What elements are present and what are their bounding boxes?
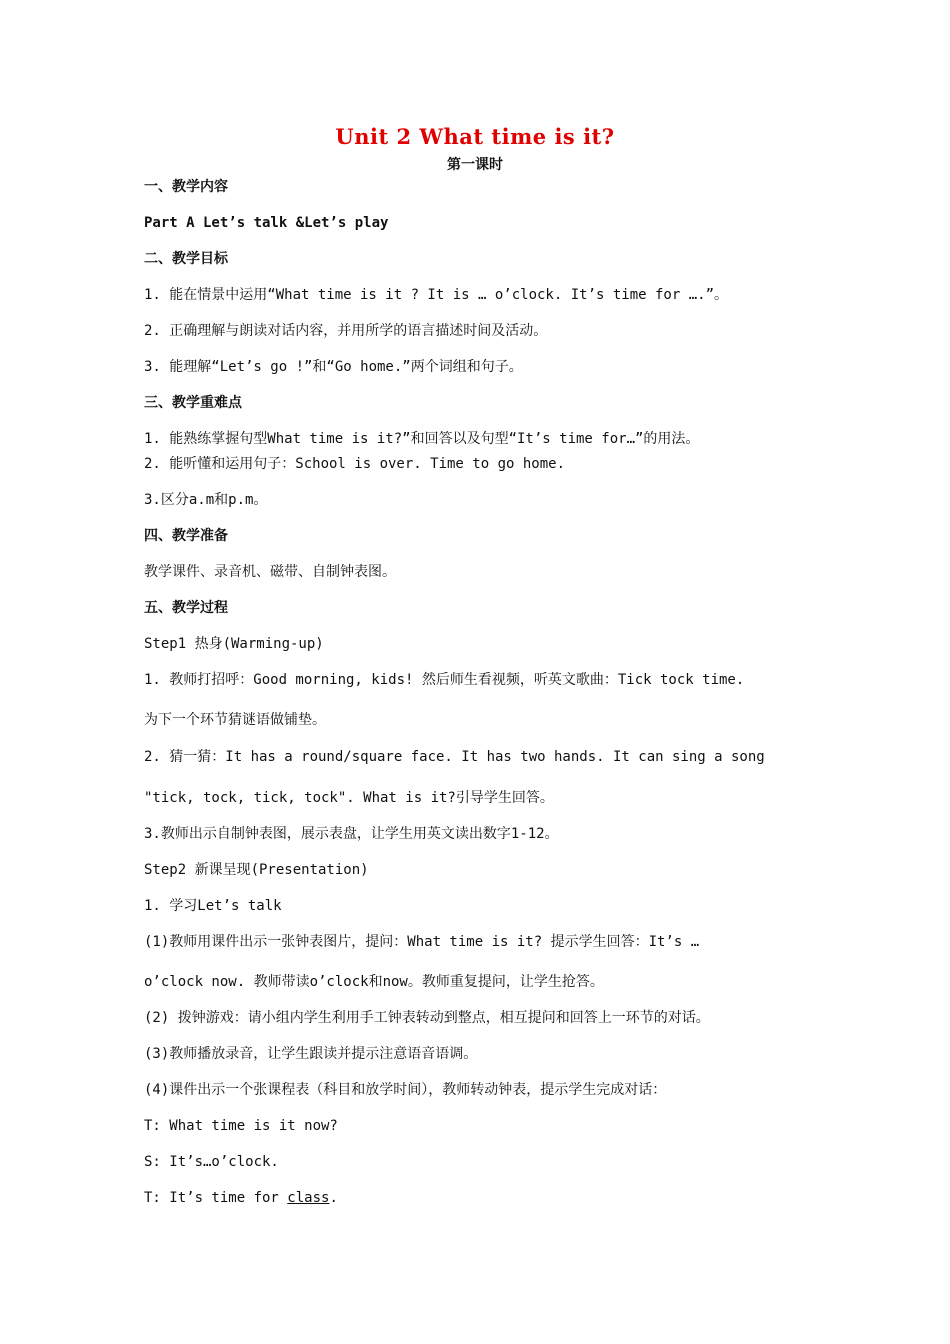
process-subitem: (3)教师播放录音，让学生跟读并提示注意语音语调。 bbox=[144, 1046, 478, 1062]
underlined-word: class bbox=[287, 1190, 330, 1206]
section-heading-content: 一、教学内容 bbox=[144, 179, 228, 195]
process-subitem: (1)教师用课件出示一张钟表图片，提问：What time is it? 提示学生回答：It’s … bbox=[144, 934, 700, 950]
process-item-continued: 为下一个环节猜谜语做铺垫。 bbox=[144, 712, 326, 728]
objective-item: 3. 能理解“Let’s go !”和“Go home.”两个词组和句子。 bbox=[144, 359, 523, 375]
lesson-subtitle: 第一课时 bbox=[447, 157, 503, 173]
dialogue-line-text: T: It’s time for bbox=[144, 1190, 288, 1206]
key-point-item: 1. 能熟练掌握句型What time is it?”和回答以及句型“It’s time for…”的用法。 bbox=[144, 431, 700, 447]
process-item-continued: "tick, tock, tick, tock". What is it?引导学生回答。 bbox=[144, 790, 554, 806]
process-subitem: (4)课件出示一个张课程表（科目和放学时间），教师转动钟表，提示学生完成对话： bbox=[144, 1082, 667, 1098]
process-item: 3.教师出示自制钟表图，展示表盘，让学生用英文读出数字1-12。 bbox=[144, 826, 559, 842]
section-heading-preparation: 四、教学准备 bbox=[144, 528, 228, 544]
process-subitem-continued: o’clock now. 教师带读o’clock和now。教师重复提问，让学生抢答。 bbox=[144, 974, 604, 990]
step-heading: Step2 新课呈现(Presentation) bbox=[144, 862, 369, 878]
dialogue-line: S: It’s…o’clock. bbox=[144, 1154, 279, 1170]
dialogue-line bbox=[144, 1189, 338, 1207]
key-point-item: 3.区分a.m和p.m。 bbox=[144, 492, 268, 508]
section-heading-objectives: 二、教学目标 bbox=[144, 251, 228, 267]
dialogue-line-end: . bbox=[329, 1190, 338, 1206]
document-title: Unit 2 What time is it? bbox=[335, 124, 615, 149]
lesson-part: Part A Let’s talk &Let’s play bbox=[144, 215, 389, 231]
section-heading-key-points: 三、教学重难点 bbox=[144, 395, 242, 411]
objective-item: 2. 正确理解与朗读对话内容，并用所学的语言描述时间及活动。 bbox=[144, 323, 548, 339]
process-subitem: (2) 拨钟游戏：请小组内学生利用手工钟表转动到整点，相互提问和回答上一环节的对话。 bbox=[144, 1010, 710, 1026]
objective-item: 1. 能在情景中运用“What time is it ? It is … o’clock. It’s time for ….”。 bbox=[144, 287, 729, 303]
process-item: 1. 学习Let’s talk bbox=[144, 898, 282, 914]
process-item: 2. 猜一猜：It has a round/square face. It has two hands. It can sing a song bbox=[144, 749, 765, 765]
section-heading-process: 五、教学过程 bbox=[144, 600, 228, 616]
key-point-item: 2. 能听懂和运用句子：School is over. Time to go home. bbox=[144, 456, 566, 472]
preparation-text: 教学课件、录音机、磁带、自制钟表图。 bbox=[144, 564, 396, 580]
step-heading: Step1 热身(Warming-up) bbox=[144, 636, 324, 652]
dialogue-line: T: What time is it now? bbox=[144, 1118, 338, 1134]
process-item: 1. 教师打招呼：Good morning, kids! 然后师生看视频，听英文歌曲：Tick tock time. bbox=[144, 672, 745, 688]
